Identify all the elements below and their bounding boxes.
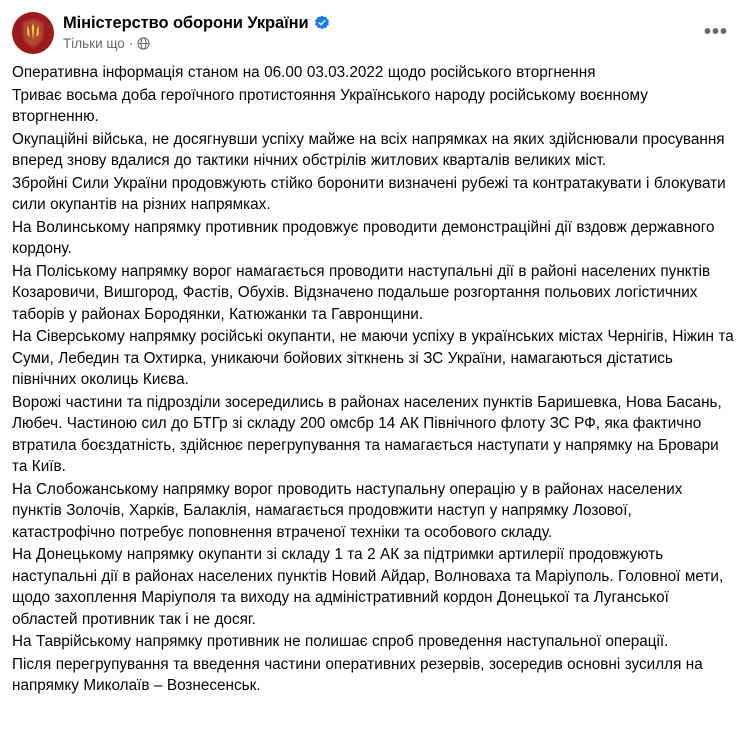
post-paragraph: На Донецькому напрямку окупанти зі складу 1 та 2 АК за підтримки артилерії продовжують наступальні дії в районах населених пунктів Новий Айдар, Волноваха та Маріуполь. Головної мети, щодо захоплення Маріуполя та виходу на адміністративний кордон Донецької та Луганської областей противник так і не досяг. [12, 546, 724, 628]
post-paragraph: Збройні Сили України продовжують стійко боронити визначені рубежі та контратакувати і блокувати сили окупантів на різних напрямках. [12, 174, 726, 213]
post-paragraph: На Поліському напрямку ворог намагається проводити наступальні дії в районі населених пунктів Козаровичи, Вишгород, Фастів, Обухів. Відзначено подальше розгортання польових логістичних таборів у районах Бородянки, Катюжанки та Гавронщини. [12, 262, 711, 323]
coat-of-arms-icon [20, 18, 46, 48]
post-paragraph: На Волинському напрямку противник продовжує проводити демонстраційні дії вздовж державного кордону. [12, 218, 715, 257]
meta-separator: · [128, 36, 134, 51]
post-paragraph: На Таврійському напрямку противник не полишає спроб проведення наступальної операції. [12, 633, 669, 650]
post-timestamp[interactable]: Тільки що [63, 36, 125, 51]
post-paragraph: Після перегрупування та введення частини оперативних резервів, зосередив основні зусилля на напрямку Миколаїв – Вознесенськ. [12, 655, 703, 694]
verified-badge-icon [314, 15, 330, 31]
post-meta [63, 35, 734, 52]
post-header [12, 10, 734, 60]
post-author-block [63, 12, 734, 52]
page-name[interactable]: Міністерство оборони України [63, 14, 309, 32]
post-paragraph: Оперативна інформація станом на 06.00 03.03.2022 щодо російського вторгнення [12, 64, 596, 81]
author-name-row [63, 13, 734, 33]
avatar[interactable] [12, 12, 54, 54]
post-paragraph: На Сіверському напрямку російські окупанти, не маючи успіху в українських містах Чернігів, Ніжин та Суми, Лебедин та Охтирка, уникаючи бойових зіткнень зі ЗС України, намагаються дістатись північних околиць Києва. [12, 328, 734, 388]
post-paragraph: На Слобожанському напрямку ворог проводить наступальну операцію у в районах населених пунктів Золочів, Харків, Балаклія, намагається продовжити наступ у напрямку Лозової, катастрофічно потребує поповнення втраченої техніки та особового складу. [12, 480, 683, 541]
post-text [12, 60, 734, 697]
post-options-button[interactable]: ••• [703, 21, 728, 43]
post-paragraph: Ворожі частини та підрозділи зосередились в районах населених пунктів Баришевка, Нова Басань, Любеч. Частиною сил до БТГр зі складу 200 омсбр 14 АК Північного флоту ЗС РФ, яка фактично втратила боєздатність, здійснює перегрупування та намагається наступати у напрямку на Бровари та Київ. [12, 393, 722, 475]
post-paragraph: Триває восьма доба героїчного протистояння Українського народу російському воєнному вторгненню. [12, 86, 648, 125]
post-paragraph: Окупаційні війська, не досягнувши успіху майже на всіх напрямках на яких здійснювали просування вперед знову вдалися до тактики нічних обстрілів житлових кварталів великих міст. [12, 130, 725, 169]
globe-icon[interactable] [137, 37, 150, 50]
